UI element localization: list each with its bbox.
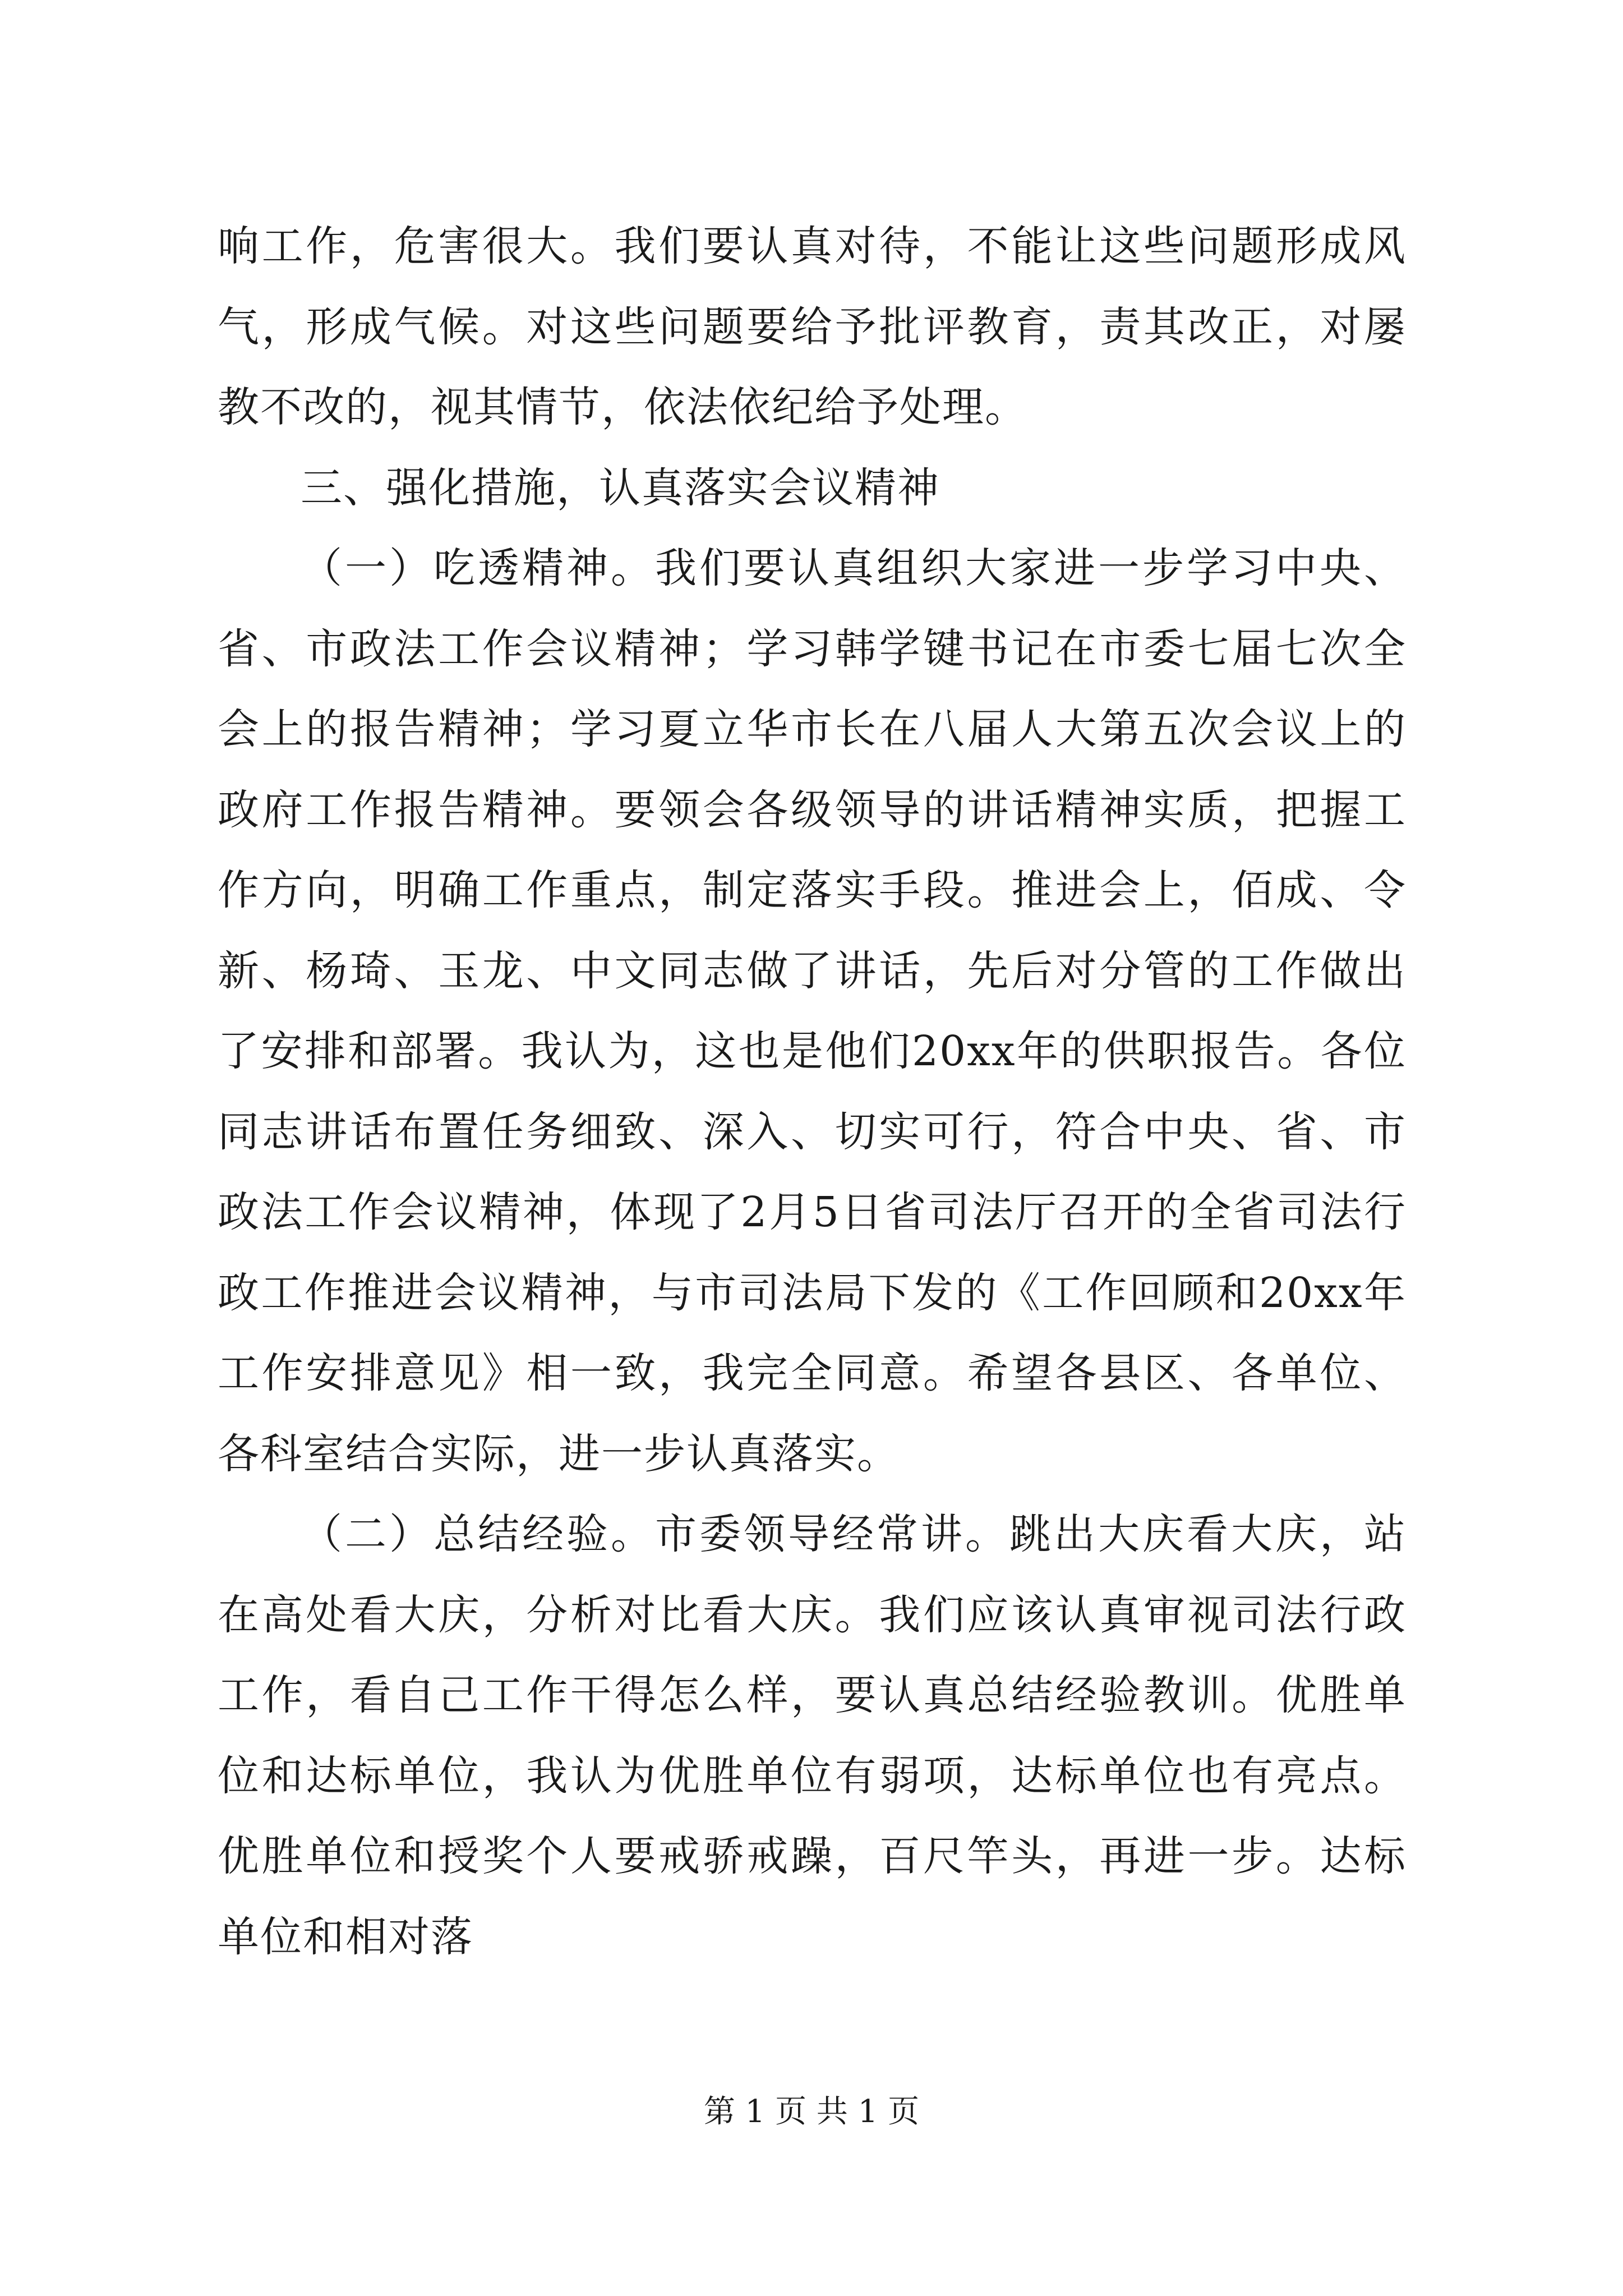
document-body [218,206,1407,1977]
paragraph-item-2: （二）总结经验。市委领导经常讲。跳出大庆看大庆，站在高处看大庆，分析对比看大庆。我们应该认真审视司法行政工作，看自己工作干得怎么样，要认真总结经验教训。优胜单位和达标单位，我认为优胜单位有弱项，达标单位也有亮点。优胜单位和授奖个人要戒骄戒躁，百尺竿头，再进一步。达标单位和相对落 [218,1510,1407,1961]
page-footer: 第 1 页 共 1 页 [703,2093,920,2130]
section-heading-3: 三、强化措施，认真落实会议精神 [301,463,940,512]
paragraph-item-1: （一）吃透精神。我们要认真组织大家进一步学习中央、省、市政法工作会议精神；学习韩学键书记在市委七届七次全会上的报告精神；学习夏立华市长在八届人大第五次会议上的政府工作报告精神。要领会各级领导的讲话精神实质，把握工作方向，明确工作重点，制定落实手段。推进会上，佰成、令新、杨琦、玉龙、中文同志做了讲话，先后对分管的工作做出了安排和部署。我认为，这也是他们20xx年的供职报告。各位同志讲话布置任务细致、深入、切实可行，符合中央、省、市政法工作会议精神，体现了2月5日省司法厅召开的全省司法行政工作推进会议精神，与市司法局下发的《工作回顾和20xx年工作安排意见》相一致，我完全同意。希望各县区、各单位、各科室结合实际，进一步认真落实。 [218,544,1407,1478]
paragraph-1: 响工作，危害很大。我们要认真对待，不能让这些问题形成风气，形成气候。对这些问题要给予批评教育，责其改正，对屡教不改的，视其情节，依法依纪给予处理。 [218,222,1407,431]
